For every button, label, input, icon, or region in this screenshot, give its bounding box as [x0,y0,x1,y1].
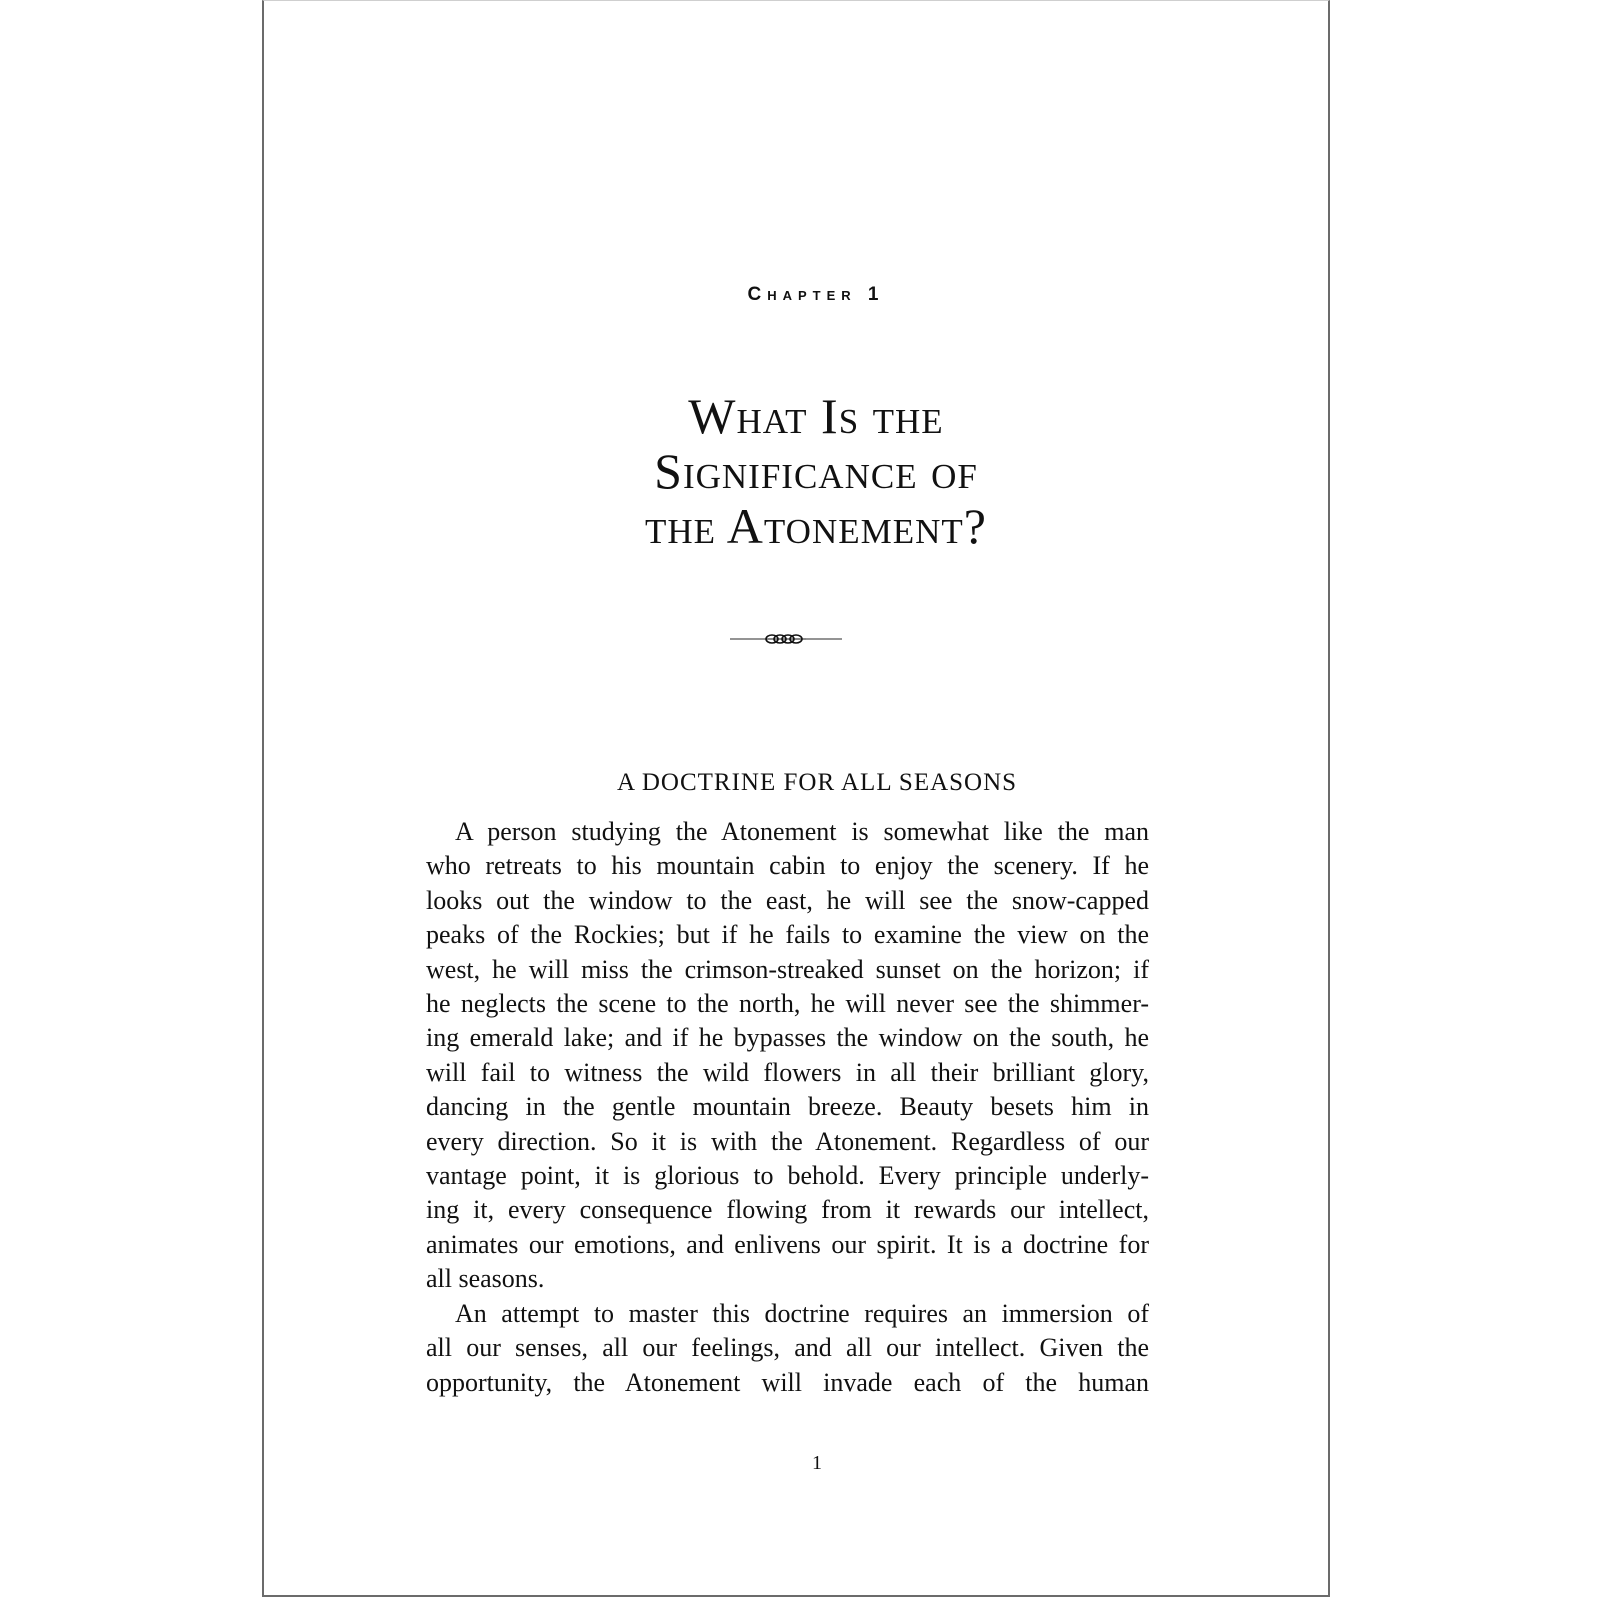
text-line: will fail to witness the wild flowers in all their brilliant glory, [426,1057,1149,1087]
text-line: ing it, every consequence flowing from it rewards our intellect, [426,1195,1149,1225]
text-line: who retreats to his mountain cabin to enjoy the scenery. If he [426,851,1149,881]
rope-knot-divider-icon [730,629,842,649]
text-line: every direction. So it is with the Atonement. Regardless of our [426,1126,1149,1156]
chapter-title-line: Significance of [654,443,978,499]
text-line: peaks of the Rockies; but if he fails to examine the view on the [426,920,1149,950]
text-line: An attempt to master this doctrine requires an immersion of [455,1298,1149,1328]
chapter-label [264,284,1328,306]
paragraph [426,815,1149,1297]
text-line: west, he will miss the crimson-streaked sunset on the horizon; if [426,954,1149,984]
body-text [426,815,1149,1400]
text-line: he neglects the scene to the north, he will never see the shimmer- [426,989,1149,1019]
text-line: vantage point, it is glorious to behold. Every principle underly- [426,1161,1149,1191]
section-heading: A DOCTRINE FOR ALL SEASONS [616,769,1018,796]
book-page [262,0,1330,1597]
text-line: all our senses, all our feelings, and all our intellect. Given the [426,1333,1149,1363]
text-line: A person studying the Atonement is somewhat like the man [455,817,1149,846]
page-number: 1 [812,1452,822,1474]
text-line: animates our emotions, and enlivens our spirit. It is a doctrine for [426,1229,1149,1259]
chapter-title-line: What Is the [688,388,944,444]
text-line: looks out the window to the east, he will see the snow-capped [426,885,1149,915]
chapter-label-text: Chapter 1 [747,284,885,305]
chapter-title [264,389,1328,554]
text-line: opportunity, the Atonement will invade each of the human [426,1367,1149,1397]
text-line: dancing in the gentle mountain breeze. Beauty besets him in [426,1092,1149,1122]
text-line: ing emerald lake; and if he bypasses the window on the south, he [426,1023,1149,1053]
text-line: all seasons. [426,1264,545,1294]
paragraph [426,1297,1149,1400]
chapter-title-line: the Atonement? [645,498,987,554]
